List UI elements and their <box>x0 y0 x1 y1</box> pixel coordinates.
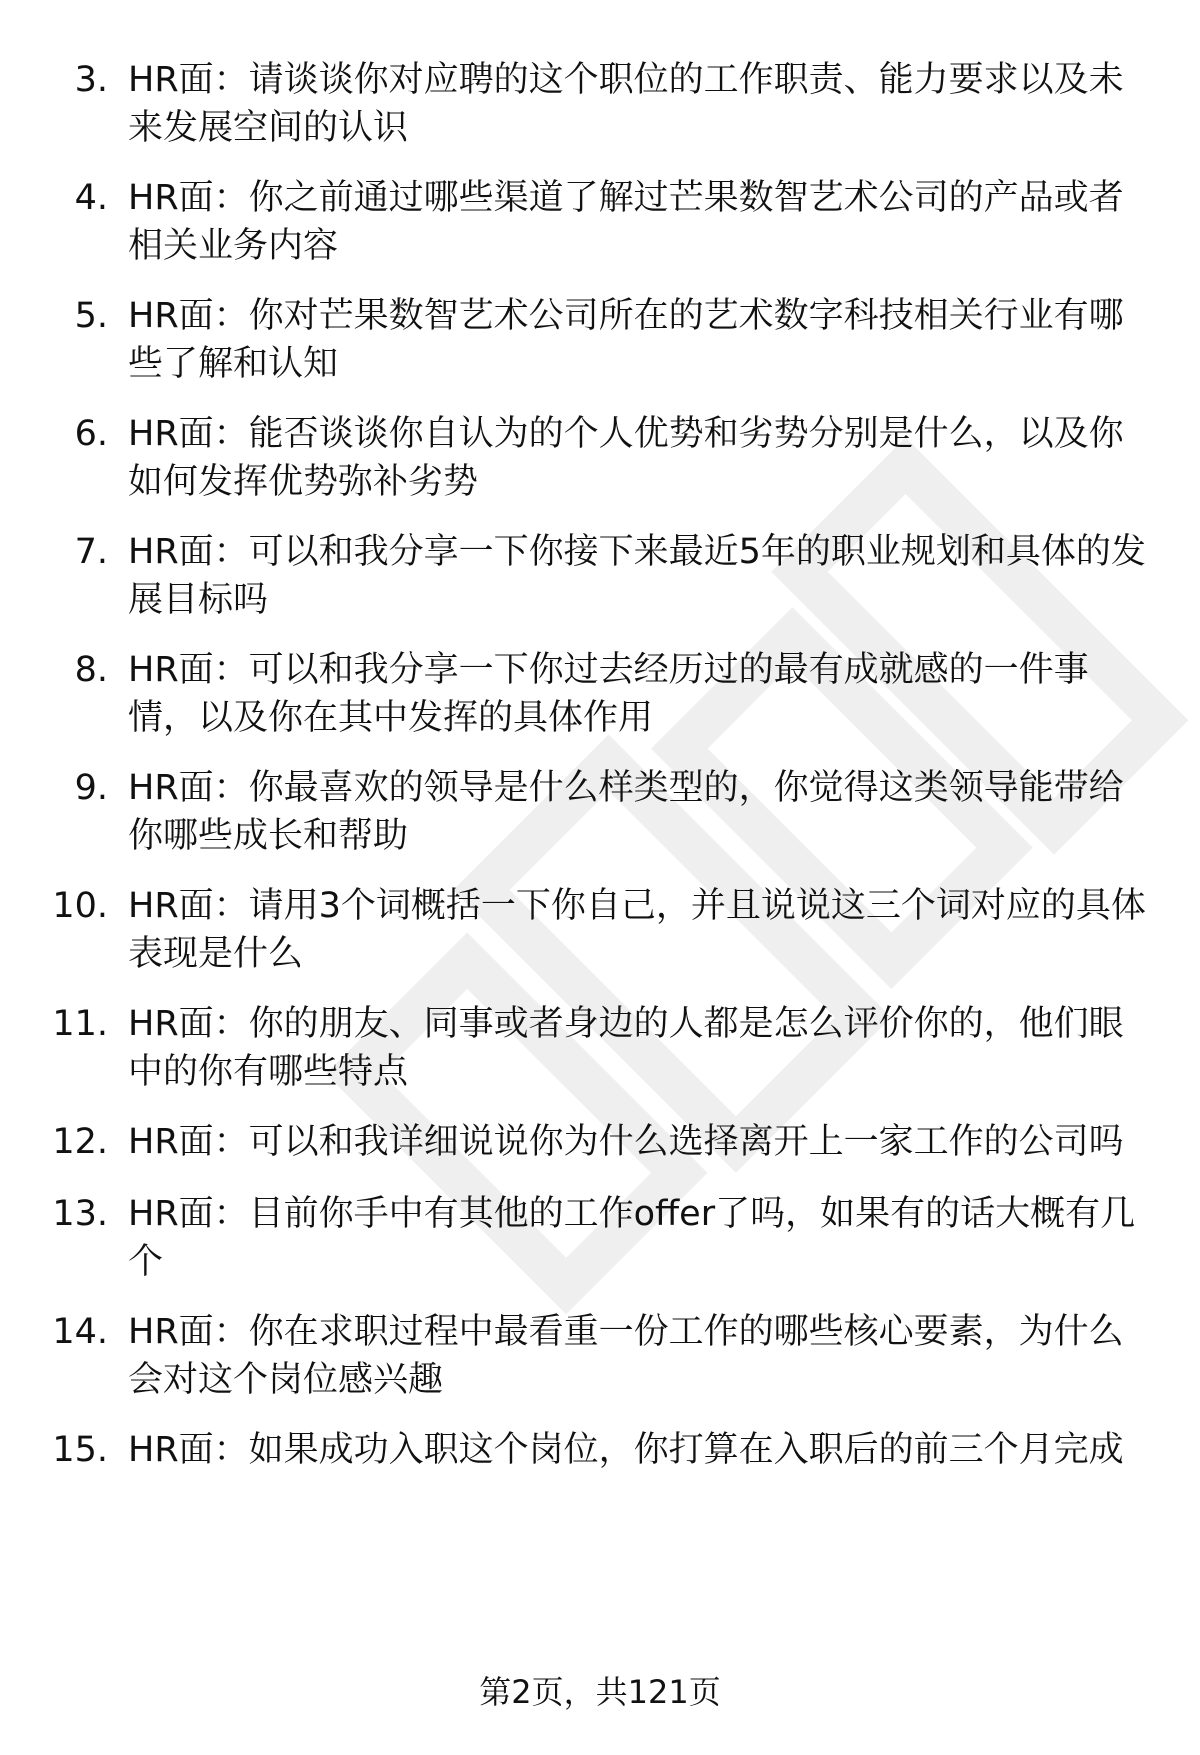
question-number: 14. <box>52 1312 108 1352</box>
question-text: HR面：你在求职过程中最看重一份工作的哪些核心要素，为什么会对这个岗位感兴趣 <box>128 1312 1124 1400</box>
question-number: 12. <box>52 1122 108 1162</box>
question-number: 15. <box>52 1430 108 1470</box>
question-number: 5. <box>74 296 108 336</box>
question-text: HR面：如果成功入职这个岗位，你打算在入职后的前三个月完成 <box>128 1430 1124 1470</box>
question-number: 11. <box>52 1004 108 1044</box>
question-text: HR面：请用3个词概括一下你自己，并且说说这三个词对应的具体表现是什么 <box>128 886 1146 974</box>
question-number: 4. <box>74 178 108 218</box>
question-number: 6. <box>74 414 108 454</box>
question-text: HR面：请谈谈你对应聘的这个职位的工作职责、能力要求以及未来发展空间的认识 <box>128 60 1124 148</box>
question-number: 10. <box>52 886 108 926</box>
question-text: HR面：可以和我分享一下你过去经历过的最有成就感的一件事情，以及你在其中发挥的具体作用 <box>128 650 1089 738</box>
question-text: HR面：你之前通过哪些渠道了解过芒果数智艺术公司的产品或者相关业务内容 <box>128 178 1124 266</box>
question-number: 13. <box>52 1194 108 1234</box>
question-text: HR面：可以和我详细说说你为什么选择离开上一家工作的公司吗 <box>128 1122 1124 1162</box>
question-number: 8. <box>74 650 108 690</box>
question-text: HR面：你的朋友、同事或者身边的人都是怎么评价你的，他们眼中的你有哪些特点 <box>128 1004 1124 1092</box>
page-footer: 第2页，共121页 <box>479 1673 721 1711</box>
question-number: 7. <box>74 532 108 572</box>
question-number: 3. <box>74 60 108 100</box>
question-text: HR面：你对芒果数智艺术公司所在的艺术数字科技相关行业有哪些了解和认知 <box>128 296 1124 384</box>
question-number: 9. <box>74 768 108 808</box>
question-text: HR面：能否谈谈你自认为的个人优势和劣势分别是什么，以及你如何发挥优势弥补劣势 <box>128 414 1124 502</box>
question-text: HR面：你最喜欢的领导是什么样类型的，你觉得这类领导能带给你哪些成长和帮助 <box>128 768 1124 856</box>
question-text: HR面：可以和我分享一下你接下来最近5年的职业规划和具体的发展目标吗 <box>128 532 1146 620</box>
question-text: HR面：目前你手中有其他的工作offer了吗，如果有的话大概有几个 <box>128 1194 1136 1282</box>
